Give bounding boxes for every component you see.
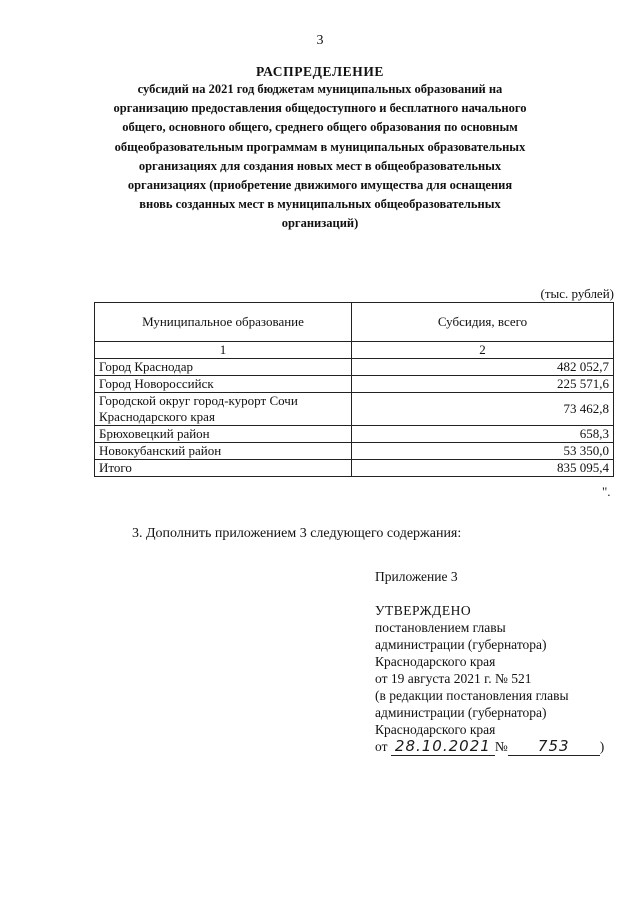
row-name: Городской округ город-курорт Сочи Краснодарского края bbox=[95, 393, 352, 426]
table-row bbox=[95, 443, 614, 460]
handwritten-number: 753 bbox=[537, 737, 570, 755]
table-row bbox=[95, 426, 614, 443]
row-name: Город Краснодар bbox=[95, 359, 352, 376]
column-number-2: 2 bbox=[352, 342, 614, 359]
appendix-line: администрации (губернатора) bbox=[375, 637, 547, 652]
amendment-item-3: 3. Дополнить приложением 3 следующего содержания: bbox=[132, 526, 462, 541]
row-name: Брюховецкий район bbox=[95, 426, 352, 443]
table-row bbox=[95, 359, 614, 376]
row-value: 482 052,7 bbox=[352, 359, 614, 376]
subsidy-table bbox=[94, 302, 614, 477]
column-number-1: 1 bbox=[95, 342, 352, 359]
table-total-row bbox=[95, 460, 614, 477]
from-label: от bbox=[375, 739, 388, 754]
document-subheading: субсидий на 2021 год бюджетам муниципальных образований на организацию предоставления общедоступного и бесплатного начального общего, основного общего, среднего общего образования по основным общеобразовательным программам в муниципальных образовательных организациях для создания новых мест в общеобразовательных организациях (приобретение движимого имущества для оснащения вновь созданных мест в муниципальных общеобразовательных организаций) bbox=[113, 82, 527, 231]
document-heading: РАСПРЕДЕЛЕНИЕ bbox=[255, 64, 385, 79]
header-subsidy: Субсидия, всего bbox=[352, 303, 614, 342]
closing-quote: ". bbox=[602, 484, 611, 499]
table-column-number-row bbox=[95, 342, 614, 359]
row-name: Город Новороссийск bbox=[95, 376, 352, 393]
appendix-line: постановлением главы bbox=[375, 620, 506, 635]
page-number: 3 bbox=[316, 33, 324, 48]
appendix-line: администрации (губернатора) bbox=[375, 705, 547, 720]
appendix-line: от 19 августа 2021 г. № 521 bbox=[375, 671, 532, 686]
header-municipality: Муниципальное образование bbox=[95, 303, 352, 342]
row-value: 73 462,8 bbox=[352, 393, 614, 426]
appendix-block bbox=[375, 568, 625, 756]
appendix-line: Краснодарского края bbox=[375, 722, 496, 737]
row-value: 658,3 bbox=[352, 426, 614, 443]
approved-label: УТВЕРЖДЕНО bbox=[375, 603, 472, 618]
closing-paren: ) bbox=[599, 739, 605, 754]
appendix-line: Краснодарского края bbox=[375, 654, 496, 669]
table-row bbox=[95, 376, 614, 393]
number-label: № bbox=[494, 739, 508, 754]
appendix-title: Приложение 3 bbox=[375, 569, 458, 584]
total-value: 835 095,4 bbox=[352, 460, 614, 477]
table-header-row bbox=[95, 303, 614, 342]
row-value: 225 571,6 bbox=[352, 376, 614, 393]
table-row bbox=[95, 393, 614, 426]
handwritten-date: 28.10.2021 bbox=[394, 737, 491, 755]
decree-reference-line bbox=[375, 738, 625, 756]
total-label: Итого bbox=[95, 460, 352, 477]
row-value: 53 350,0 bbox=[352, 443, 614, 460]
appendix-line: (в редакции постановления главы bbox=[375, 688, 569, 703]
unit-label: (тыс. рублей) bbox=[540, 286, 614, 301]
row-name: Новокубанский район bbox=[95, 443, 352, 460]
number-blank bbox=[508, 738, 600, 756]
date-blank bbox=[391, 738, 495, 756]
